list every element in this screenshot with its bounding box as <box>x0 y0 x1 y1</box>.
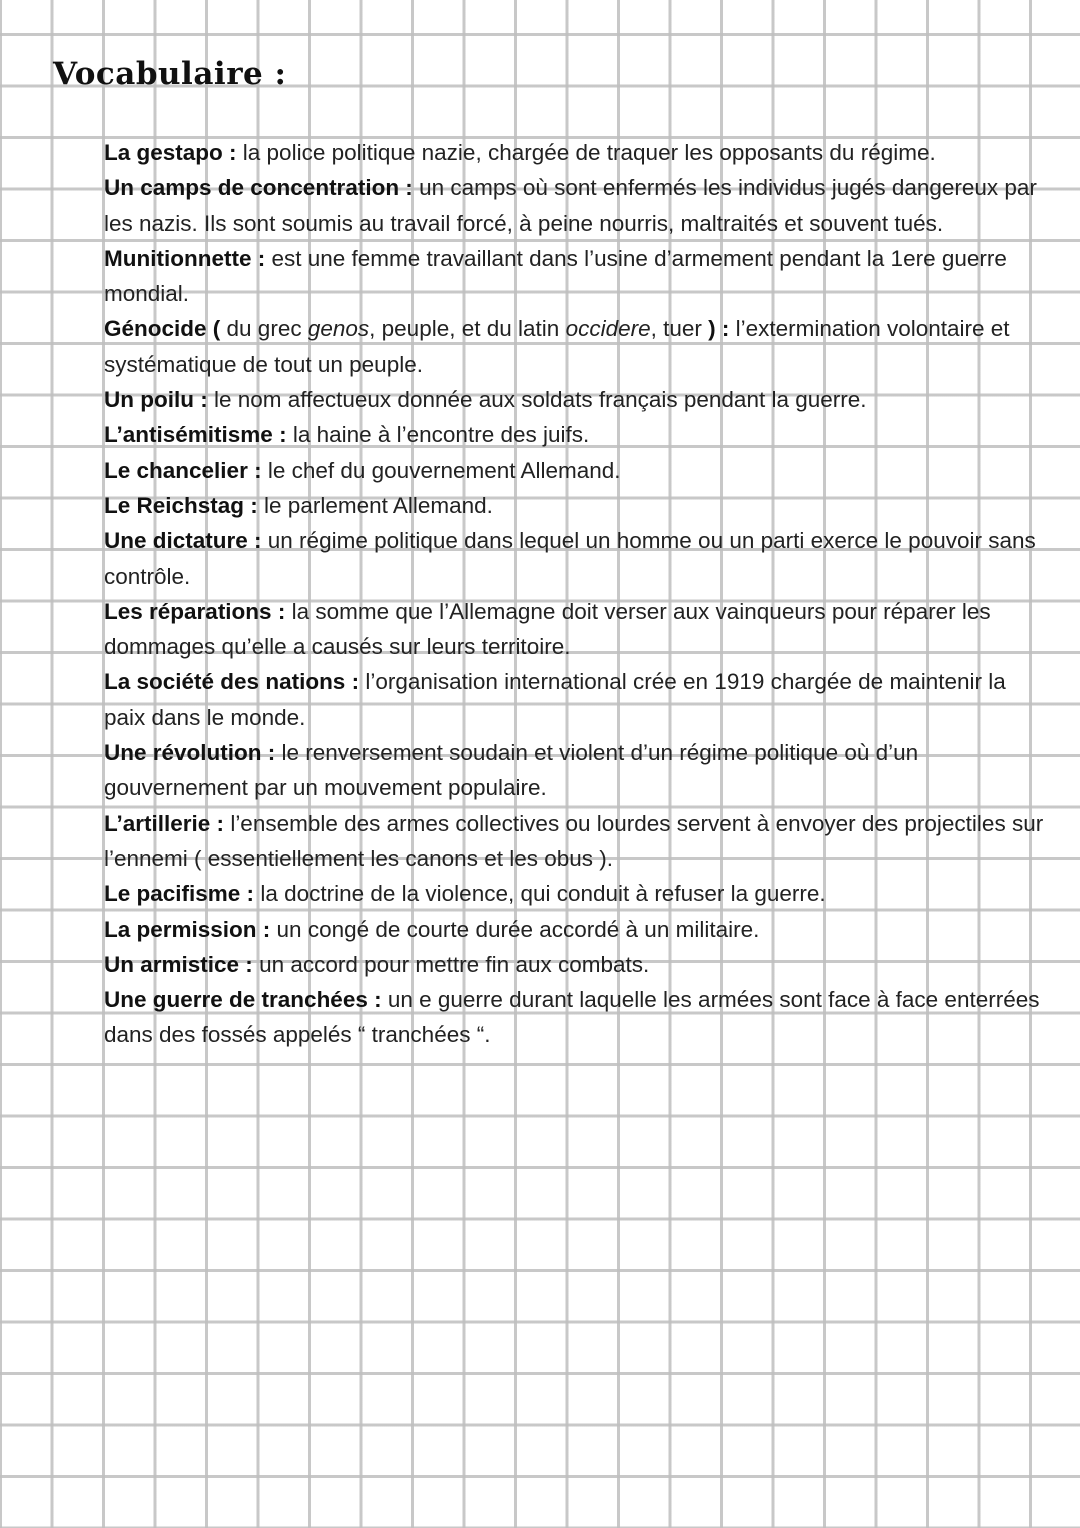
page-title: Vocabulaire : <box>53 56 287 92</box>
vocab-term: Une révolution : <box>104 740 276 766</box>
etymology-word: genos <box>307 316 370 342</box>
vocab-entry <box>104 311 1044 382</box>
vocab-definition: le parlement Allemand. <box>257 492 493 518</box>
vocab-definition: la haine à l’encontre des juifs. <box>286 422 590 448</box>
vocab-entry <box>104 735 1044 806</box>
vocab-term: Un poilu : <box>104 387 208 413</box>
vocab-definition: un congé de courte durée accordé à un militaire. <box>270 916 760 942</box>
vocab-term: Les réparations : <box>104 598 286 624</box>
vocab-definition: , tuer <box>650 316 709 342</box>
vocab-term: Une dictature : <box>104 528 262 554</box>
vocab-entry <box>104 947 1044 982</box>
vocab-entry <box>104 806 1044 877</box>
vocab-term: Le pacifisme : <box>104 881 255 907</box>
vocab-entry <box>104 170 1044 241</box>
vocab-definition: le renversement soudain et violent d’un régime politique où d’un gouvernement par un mouvement populaire. <box>104 740 919 801</box>
vocab-definition: , peuple, et du latin <box>369 316 566 342</box>
vocab-entry <box>104 594 1044 665</box>
vocab-definition: du grec <box>220 316 308 342</box>
vocab-entry <box>104 876 1044 911</box>
vocab-term: ) : <box>708 316 730 342</box>
vocab-definition: la police politique nazie, chargée de traquer les opposants du régime. <box>236 140 936 165</box>
vocab-definition: est une femme travaillant dans l’usine d’armement pendant la 1ere guerre mondial. <box>104 245 1007 307</box>
vocab-definition: l’organisation international crée en 1919 chargée de maintenir la paix dans le monde. <box>104 669 1006 730</box>
etymology-word: occidere <box>565 316 651 342</box>
vocab-entry <box>104 488 1044 523</box>
vocab-term: L’artillerie : <box>104 810 225 836</box>
vocab-definition: un camps où sont enfermés les individus jugés dangereux par les nazis. Ils sont soumis au travail forcé, à peine nourris, maltraités et souvent tués. <box>104 175 1037 236</box>
vocab-entry <box>104 982 1044 1053</box>
vocab-term: La permission : <box>104 916 271 942</box>
vocab-definition: un e guerre durant laquelle les armées sont face à face enterrées dans des fossés appelés “ tranchées “. <box>104 987 1040 1048</box>
vocab-term: Une guerre de tranchées : <box>104 987 382 1013</box>
vocab-definition: l’ensemble des armes collectives ou lourdes servent à envoyer des projectiles sur l’ennemi ( essentiellement les canons et les obus ). <box>104 810 1044 871</box>
vocab-entry <box>104 453 1044 488</box>
vocab-definition: la doctrine de la violence, qui conduit à refuser la guerre. <box>254 881 826 907</box>
vocab-term: Le Reichstag : <box>104 492 258 518</box>
vocab-entry <box>104 912 1044 947</box>
vocab-entry <box>104 241 1044 312</box>
vocab-entry <box>104 417 1044 452</box>
vocab-definition: l’extermination volontaire et systématique de tout un peuple. <box>104 316 1010 377</box>
vocab-entry <box>104 664 1044 735</box>
vocab-definition: le nom affectueux donnée aux soldats français pendant la guerre. <box>207 387 867 413</box>
vocab-term: Le chancelier : <box>104 457 262 483</box>
vocab-entry <box>104 135 1044 170</box>
vocab-term: Un camps de concentration : <box>104 175 413 201</box>
vocab-term: Un armistice : <box>104 951 253 977</box>
vocab-term: Munitionnette : <box>104 245 266 271</box>
vocab-entry <box>104 382 1044 417</box>
vocab-term: La société des nations : <box>104 669 360 695</box>
vocab-term: Génocide ( <box>104 316 221 342</box>
vocab-definition: le chef du gouvernement Allemand. <box>261 457 621 483</box>
vocab-term: La gestapo : <box>104 140 237 165</box>
vocab-term: L’antisémitisme : <box>104 422 287 448</box>
vocab-definition: la somme que l’Allemagne doit verser aux vainqueurs pour réparer les dommages qu’elle a causés sur leurs territoire. <box>104 598 991 660</box>
vocab-entry <box>104 523 1044 594</box>
vocab-definition: un accord pour mettre fin aux combats. <box>252 951 650 977</box>
vocab-definition: un régime politique dans lequel un homme ou un parti exerce le pouvoir sans contrôle. <box>104 528 1036 589</box>
vocabulary-list <box>104 135 1044 1053</box>
